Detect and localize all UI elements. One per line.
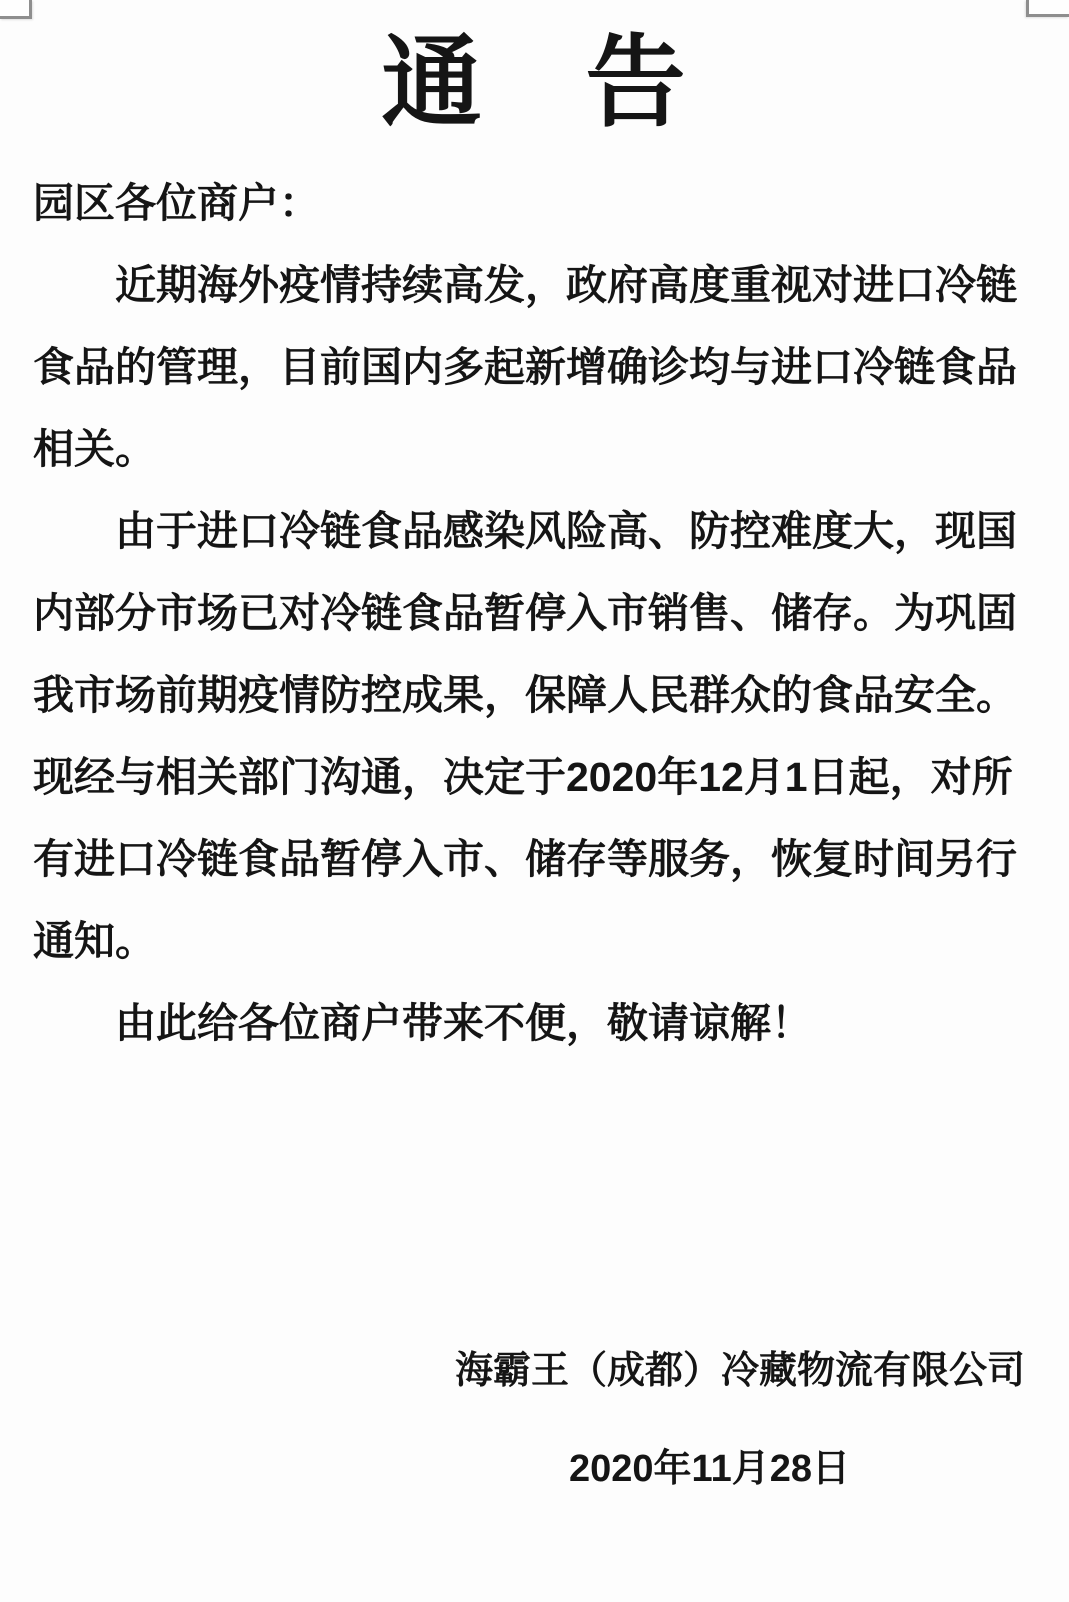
notice-body-line: 相关。	[33, 426, 156, 472]
notice-body-line: 现经与相关部门沟通，决定于2020年12月1日起，对所	[33, 754, 1013, 800]
notice-body-line: 有进口冷链食品暂停入市、储存等服务，恢复时间另行	[33, 836, 1017, 882]
notice-body-line: 由此给各位商户带来不便，敬请谅解！	[33, 1000, 812, 1046]
notice-title: 通 告	[381, 27, 688, 139]
notice-body-line: 我市场前期疫情防控成果，保障人民群众的食品安全。	[33, 672, 1017, 718]
notice-signature	[0, 1340, 1069, 1500]
notice-body-line: 近期海外疫情持续高发，政府高度重视对进口冷链	[33, 262, 1017, 308]
notice-body-line: 由于进口冷链食品感染风险高、防控难度大，现国	[33, 508, 1017, 554]
signature-company: 海霸王（成都）冷藏物流有限公司	[454, 1350, 1025, 1392]
page-corner-mark-top-right	[1026, 0, 1069, 17]
page-corner-mark-top-left	[0, 0, 32, 19]
signature-date: 2020年11月28日	[569, 1448, 850, 1490]
notice-body-line: 食品的管理，目前国内多起新增确诊均与进口冷链食品	[33, 344, 1017, 390]
notice-body-line: 通知。	[33, 918, 156, 964]
notice-body	[0, 244, 1069, 1064]
notice-body-line: 内部分市场已对冷链食品暂停入市销售、储存。为巩固	[33, 590, 1017, 636]
notice-salutation: 园区各位商户：	[33, 180, 320, 226]
